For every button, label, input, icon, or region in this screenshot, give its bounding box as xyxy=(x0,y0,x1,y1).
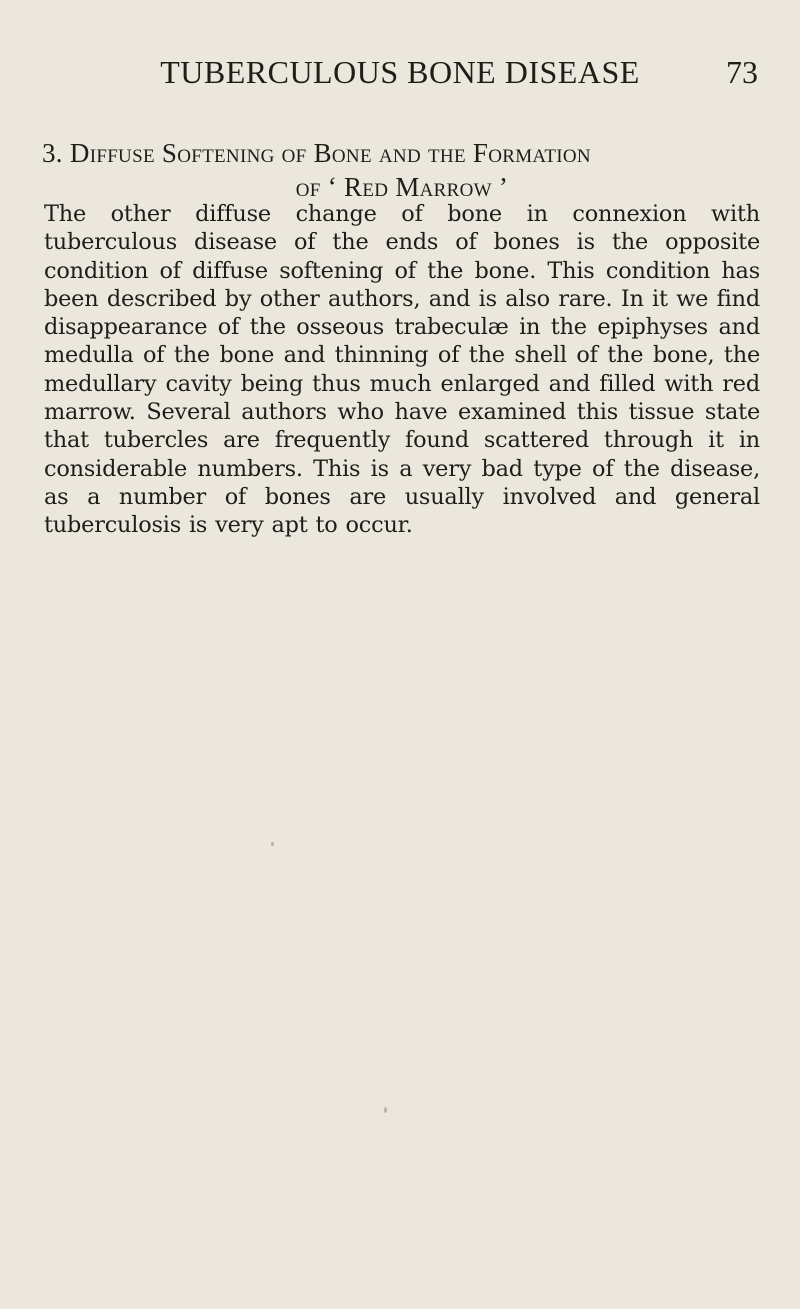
running-title: TUBERCULOUS BONE DISEASE xyxy=(160,54,640,90)
running-head xyxy=(0,54,800,94)
section-heading-line-1: 3. Diffuse Softening of Bone and the Formation xyxy=(42,138,591,168)
page-number: 73 xyxy=(726,54,758,90)
paper-speck xyxy=(384,1107,387,1113)
body-paragraph: The other diffuse change of bone in connexion with tuberculous disease of the ends of bones is the opposite condition of diffuse softening of the bone. This condition has been described by other authors, and is also rare. In it we find disappearance of the osseous trabeculæ in the epiphyses and medulla of the bone and thinning of the shell of the bone, the medullary cavity being thus much enlarged and filled with red marrow. Several authors who have examined this tissue state that tubercles are frequently found scattered through it in considerable numbers. This is a very bad type of the disease, as a number of bones are usually involved and general tuberculosis is very apt to occur. xyxy=(44,201,760,539)
paper-speck xyxy=(271,842,274,846)
section-heading-line-2: of ‘ Red Marrow ’ xyxy=(295,172,509,202)
section-heading xyxy=(42,136,762,204)
